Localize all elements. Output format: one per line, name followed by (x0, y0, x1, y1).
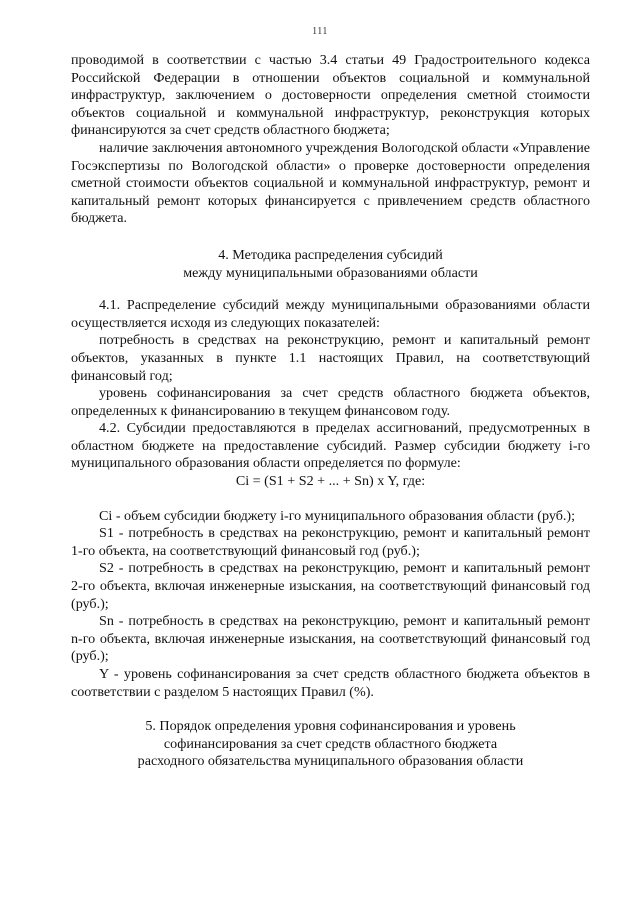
section-4-heading (71, 247, 590, 282)
paragraph-4-2: 4.2. Субсидии предоставляются в пределах ассигнований, предусмотренных в областном бюджете на предоставление субсидий. Размер субсидии бюджету i-го муниципального образования области определяется по формуле: (71, 420, 590, 472)
section-5-heading-line: 5. Порядок определения уровня софинансирования и уровень (145, 718, 516, 735)
definition-s1: S1 - потребность в средствах на реконструкцию, ремонт и капитальный ремонт 1-го объекта, на соответствующий финансовый год (руб.); (71, 525, 590, 559)
intro-paragraph-conclusion: наличие заключения автономного учреждения Вологодской области «Управление Госэкспертизы по Вологодской области» о проверке достоверности определения сметной стоимости объектов социальной и коммунальной инфраструктур, ремонт и капитальный ремонт которых финансируется с привлечением средств областного бюджета. (71, 139, 590, 227)
indicator-cofinancing: уровень софинансирования за счет средств областного бюджета объектов, определенных к финансированию в текущем финансовом году. (71, 385, 590, 419)
definition-y: Y - уровень софинансирования за счет средств областного бюджета объектов в соответствии с разделом 5 настоящих Правил (%). (71, 666, 590, 700)
section-5-heading-line: расходного обязательства муниципального образования области (137, 753, 524, 770)
section-4-heading-line: между муниципальными образованиями области (183, 264, 478, 281)
section-5-heading (71, 718, 590, 771)
definition-s2: S2 - потребность в средствах на реконструкцию, ремонт и капитальный ремонт 2-го объекта, включая инженерные изыскания, на соответствующий финансовый год (руб.); (71, 560, 590, 612)
subsidy-formula: Ci = (S1 + S2 + ... + Sn) x Y, где: (235, 473, 426, 490)
paragraph-4-1: 4.1. Распределение субсидий между муниципальными образованиями области осуществляется исходя из следующих показателей: (71, 297, 590, 331)
definition-sn: Sn - потребность в средствах на реконструкцию, ремонт и капитальный ремонт n-го объекта, включая инженерные изыскания, на соответствующий финансовый год (руб.); (71, 613, 590, 665)
intro-paragraph-continued: проводимой в соответствии с частью 3.4 статьи 49 Градостроительного кодекса Российской Федерации в отношении объектов социальной и коммунальной инфраструктур, заключением о достоверности определения сметной стоимости объектов социальной и коммунальной инфраструктур, реконструкция которых финансируются за счет средств областного бюджета; (71, 52, 590, 139)
section-4-heading-line: 4. Методика распределения субсидий (218, 246, 443, 263)
document-body (71, 52, 590, 771)
indicator-need: потребность в средствах на реконструкцию, ремонт и капитальный ремонт объектов, указанных в пункте 1.1 настоящих Правил, на соответствующий финансовый год; (71, 332, 590, 384)
definition-ci: Ci - объем субсидии бюджету i-го муниципального образования области (руб.); (99, 507, 576, 524)
page-number: 111 (312, 26, 328, 37)
section-5-heading-line: софинансирования за счет средств областного бюджета (163, 735, 498, 752)
